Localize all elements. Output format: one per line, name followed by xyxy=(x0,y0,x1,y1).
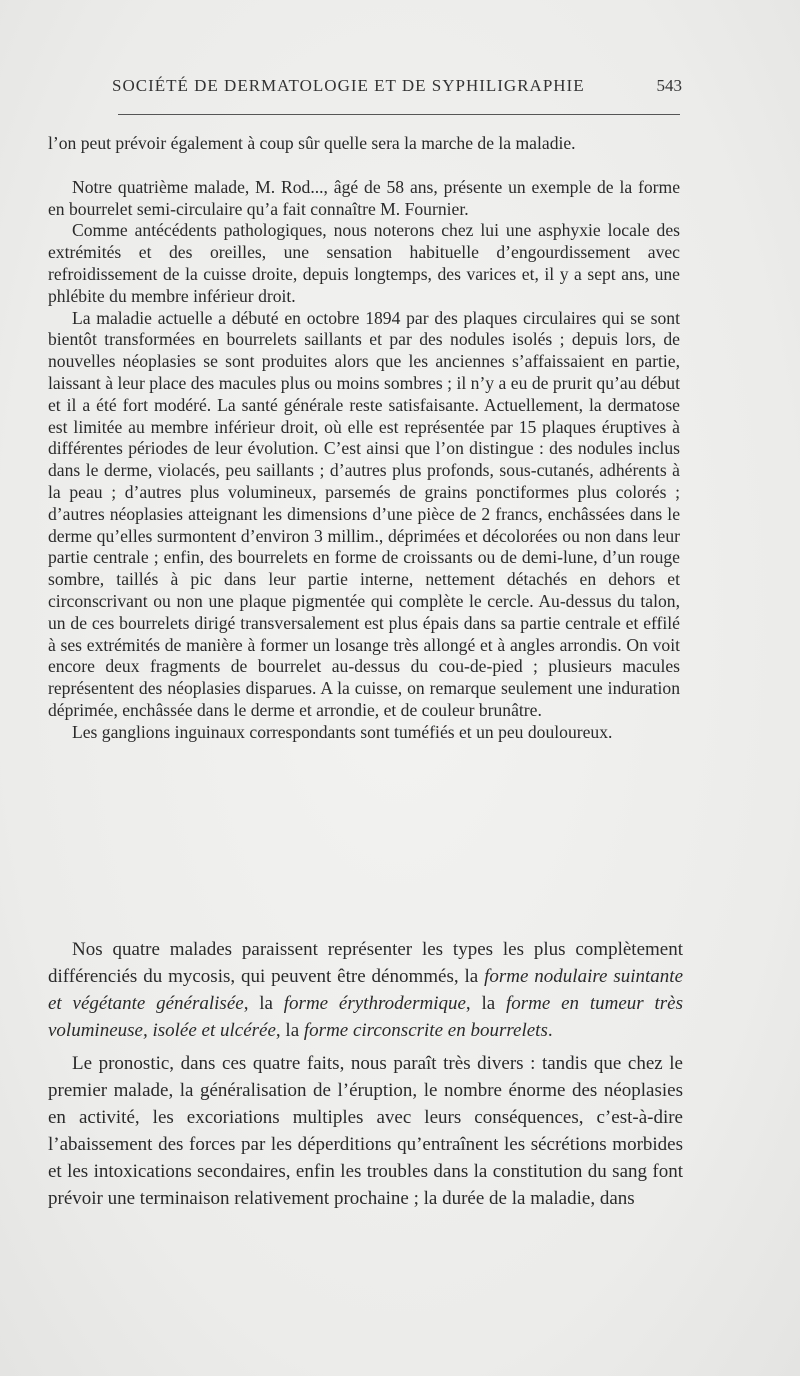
types-text-1: Nos quatre malades paraissent représenter les types les plus complètement différenciés du mycosis, qui peuvent être dénommés, la xyxy=(48,939,683,987)
types-text-4: , la xyxy=(275,1020,304,1041)
types-emph-1: forme nodulaire suintante et végétante généralisée xyxy=(48,966,684,1014)
paragraph-antecedents: Comme antécédents pathologiques, nous noterons chez lui une asphyxie locale des extrémités et des oreilles, une sensation habituelle d’engourdissement avec refroidissement de la cuisse droite, depuis longtemps, des varices et, il y a sept ans, une phlébite du membre inférieur droit. xyxy=(48,220,680,306)
paragraph-current-disease: La maladie actuelle a débuté en octobre 1894 par des plaques circulaires qui se sont bientôt transformées en bourrelets saillants et par des nodules isolés ; depuis lors, de nouvelles néoplasies se sont produites alors que les anciennes s’affaissaient en partie, laissant à leur place des macules plus ou moins sombres ; il n’y a eu de prurit qu’au début et il a été fort modéré. La santé générale reste satisfaisante. Actuellement, la dermatose est limitée au membre inférieur droit, où elle est représentée par 15 plaques éruptives à différentes périodes de leur évolution. C’est ainsi que l’on distingue : des nodules inclus dans le derme, violacés, peu saillants ; d’autres plus profonds, sous-cutanés, adhérents à la peau ; d’autres plus volumineux, parsemés de grains ponctiformes plus colorés ; d’autres néoplasies atteignant les dimensions d’une pièce de 2 francs, enchâssées dans le derme qu’elles surmontent d’environ 3 millim., déprimées et décolorées ou non dans leur partie centrale ; enfin, des bourrelets en forme de croissants ou de demi-lune, d’un rouge sombre, taillés à pic dans leur partie interne, nettement détachés en dehors et circonscrivant ou non une plaque pigmentée qui complète le cercle. Au-dessus du talon, un de ces bourrelets dirigé transversalement est plus épais dans sa partie centrale et effilé à ses extrémités de manière à former un losange très allongé et à angles arrondis. On voit encore deux fragments de bourrelet au-dessus du cou-de-pied ; plusieurs macules représentent des néoplasies disparues. A la cuisse, on remarque seulement une induration déprimée, enchâssée dans le derme et arrondie, et de couleur brunâtre. xyxy=(48,307,680,720)
types-text-2: , la xyxy=(243,993,284,1014)
types-emph-2: forme érythrodermique xyxy=(283,993,466,1014)
paragraph-continuation: l’on peut prévoir également à coup sûr quelle sera la marche de la maladie. xyxy=(48,133,576,153)
types-text-3: , la xyxy=(465,993,506,1014)
paragraph-prognosis: Le pronostic, dans ces quatre faits, nous paraît très divers : tandis que chez le premier malade, la généralisation de l’éruption, le nombre énorme des néoplasies en activité, les excoriations multiples avec leurs conséquences, c’est-à-dire l’abaissement des forces par les déperditions qu’entraînent les sécrétions morbides et les intoxications secondaires, enfin les troubles dans la constitution du sang font prévoir une terminaison relativement prochaine ; la durée de la maladie, dans xyxy=(48,1053,683,1209)
paragraph-fourth-patient: Notre quatrième malade, M. Rod..., âgé de 58 ans, présente un exemple de la forme en bourrelet semi-circulaire qu’a fait connaître M. Fournier. xyxy=(48,176,680,219)
paragraph-types xyxy=(48,936,683,1044)
body-text-large xyxy=(48,936,683,1212)
body-text-small xyxy=(48,133,680,744)
types-text-5: . xyxy=(547,1020,553,1041)
page-number: 543 xyxy=(656,76,682,95)
header-rule xyxy=(118,114,680,115)
paragraph-ganglions: Les ganglions inguinaux correspondants sont tuméfiés et un peu douloureux. xyxy=(72,721,613,742)
types-emph-4: forme circonscrite en bourrelets xyxy=(303,1020,548,1041)
header-title: SOCIÉTÉ DE DERMATOLOGIE ET DE SYPHILIGRAPHIE xyxy=(112,76,585,95)
types-emph-3: forme en tumeur très volumineuse, isolée et ulcérée xyxy=(48,993,683,1041)
